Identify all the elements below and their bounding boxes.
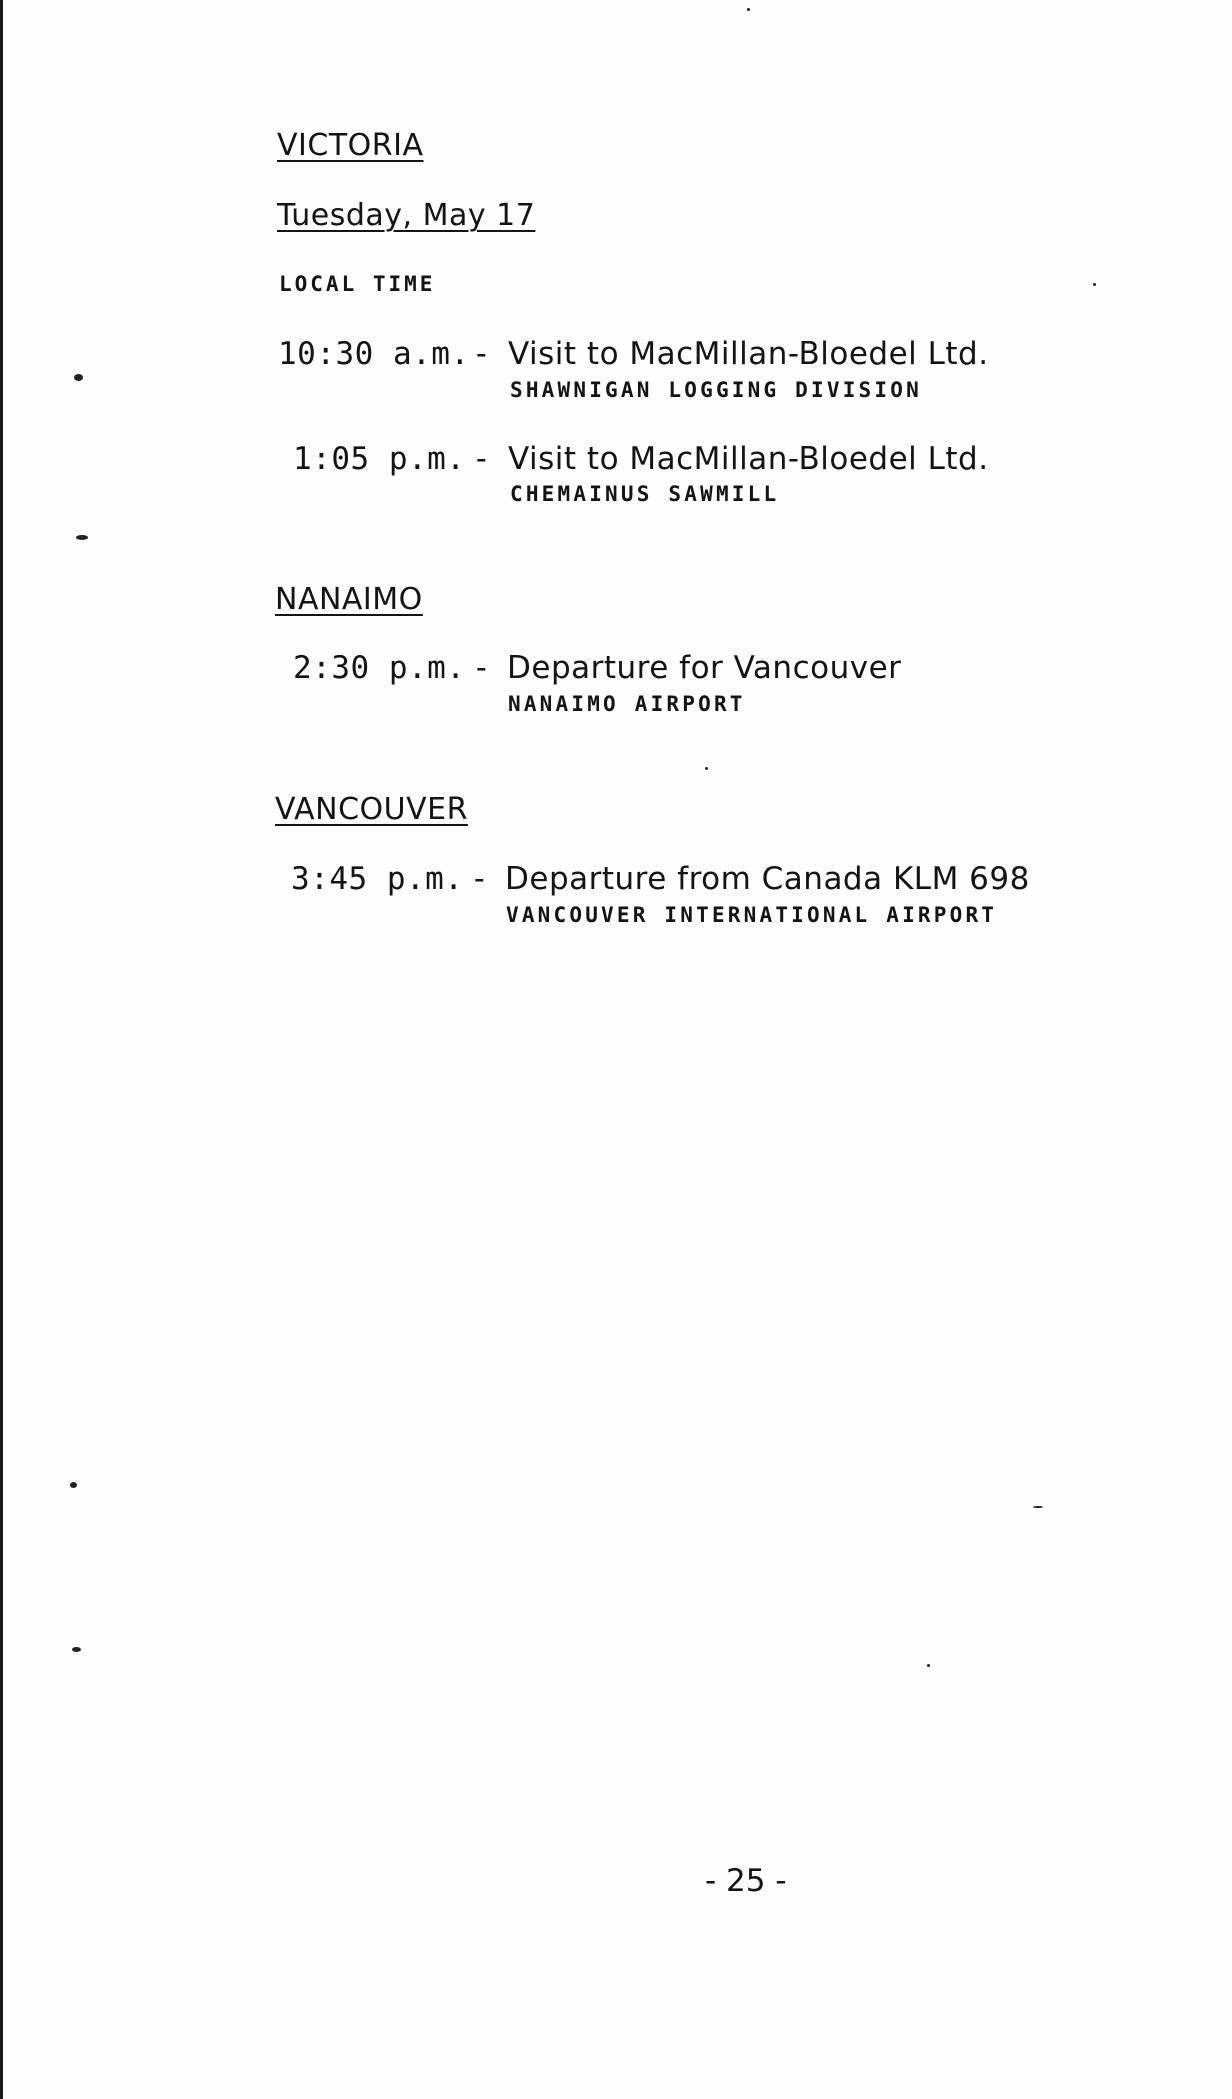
scan-speck (927, 1664, 930, 1667)
page-edge-shadow (0, 0, 3, 2099)
scan-speck (70, 1482, 77, 1488)
scan-speck (1093, 283, 1096, 286)
event-location: VANCOUVER INTERNATIONAL AIRPORT (506, 903, 998, 927)
event-time: 2:30 p.m. (293, 650, 466, 686)
event-description: Visit to MacMillan-Bloedel Ltd. (508, 336, 989, 372)
event-time: 1:05 p.m. (293, 441, 466, 477)
event-description: Departure for Vancouver (507, 650, 902, 686)
scan-speck (705, 767, 708, 770)
event-location: CHEMAINUS SAWMILL (510, 482, 780, 506)
event-description: Departure from Canada KLM 698 (505, 861, 1030, 897)
section-title-victoria: VICTORIA (277, 128, 424, 163)
scan-speck (76, 535, 88, 540)
event-dash: - (472, 336, 492, 372)
page-number: - 25 - (705, 1863, 787, 1899)
scan-speck (1033, 1506, 1043, 1508)
event-dash: - (472, 650, 492, 686)
event-time: 3:45 p.m. (291, 861, 464, 897)
section-title-nanaimo: NANAIMO (275, 582, 423, 617)
event-description: Visit to MacMillan-Bloedel Ltd. (508, 441, 989, 477)
section-title-vancouver: VANCOUVER (275, 792, 468, 827)
event-location: NANAIMO AIRPORT (508, 692, 746, 716)
scan-speck (74, 374, 83, 381)
scan-speck (72, 1647, 81, 1652)
event-dash: - (470, 861, 490, 897)
event-time: 10:30 a.m. (278, 336, 470, 372)
local-time-label: LOCAL TIME (279, 272, 436, 296)
date-heading: Tuesday, May 17 (277, 198, 536, 233)
event-dash: - (472, 441, 492, 477)
scan-speck (747, 8, 750, 11)
event-location: SHAWNIGAN LOGGING DIVISION (510, 378, 922, 402)
